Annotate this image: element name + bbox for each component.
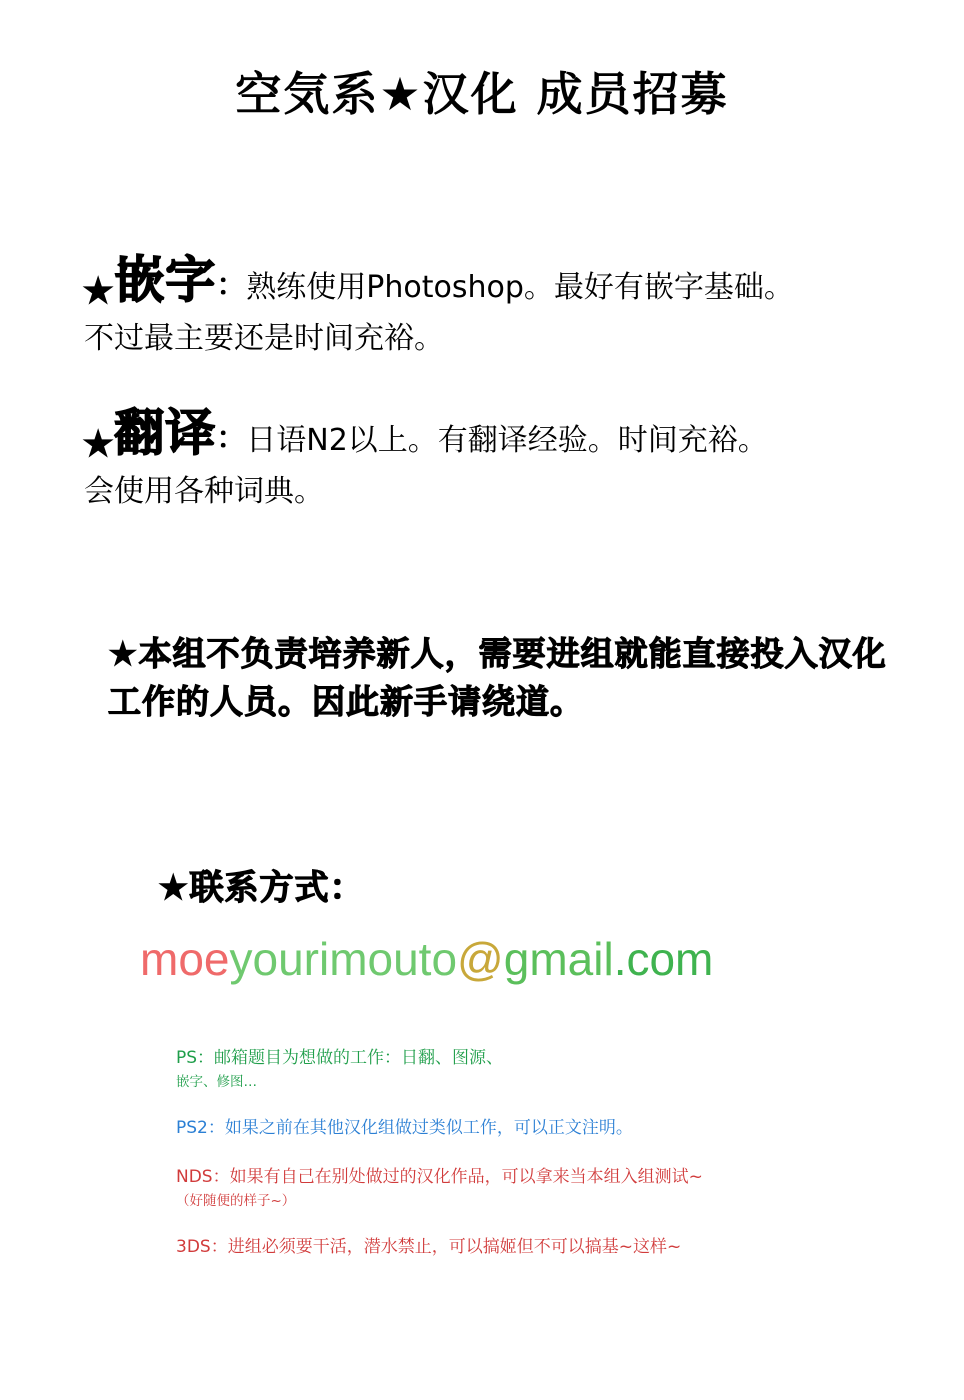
notice-text: ★本组不负责培养新人，需要进组就能直接投入汉化工作的人员。因此新手请绕道。	[108, 634, 887, 721]
role-colon: ：	[216, 422, 247, 455]
email-segment-1: yourimouto	[229, 933, 458, 985]
email-segment-2: @	[457, 933, 504, 985]
role-title: 翻译	[114, 404, 217, 462]
note-item	[176, 1164, 916, 1212]
notes-list	[176, 1045, 916, 1282]
email-segment-4: .com	[613, 933, 714, 985]
note-item	[176, 1045, 916, 1093]
note-label: PS：	[176, 1048, 215, 1068]
role-line-primary	[82, 405, 912, 464]
star-icon: ★	[82, 423, 115, 464]
role-description: 熟练使用Photoshop。最好有嵌字基础。	[246, 270, 794, 305]
note-label: NDS：	[176, 1166, 230, 1187]
role-description: 日语N2以上。有翻译经验。时间充裕。	[246, 423, 768, 458]
note-subtext: （好随便的样子~）	[176, 1192, 296, 1209]
role-colon: ：	[216, 269, 247, 302]
note-text: 如果有自己在别处做过的汉化作品，可以拿来当本组入组测试~	[229, 1166, 703, 1187]
note-item	[176, 1115, 916, 1141]
note-item	[176, 1234, 916, 1260]
note-label: 3DS：	[176, 1236, 228, 1257]
role-block-typesetting	[82, 252, 912, 357]
role-description-second-line: 不过最主要还是时间充裕。	[84, 321, 444, 357]
page-title: 空気系★汉化 成员招募	[235, 67, 729, 121]
email-segment-3: gmail	[503, 933, 614, 985]
note-text: 进组必须要干活，潜水禁止，可以搞姬但不可以搞基~这样~	[227, 1236, 682, 1257]
note-subtext: 嵌字、修图…	[176, 1074, 257, 1091]
email-segment-0: moe	[140, 933, 230, 985]
role-block-translation	[82, 405, 912, 510]
role-description-second-line: 会使用各种词典。	[84, 474, 324, 510]
star-icon: ★	[82, 270, 115, 311]
note-text: 邮箱题目为想做的工作：日翻、图源、	[214, 1048, 504, 1068]
note-label: PS2：	[176, 1118, 225, 1139]
role-title: 嵌字	[114, 251, 217, 309]
contact-heading: ★联系方式：	[158, 868, 365, 908]
contact-email[interactable]	[140, 932, 713, 986]
role-line-primary	[82, 252, 912, 311]
note-text: 如果之前在其他汉化组做过类似工作，可以正文注明。	[224, 1118, 633, 1139]
